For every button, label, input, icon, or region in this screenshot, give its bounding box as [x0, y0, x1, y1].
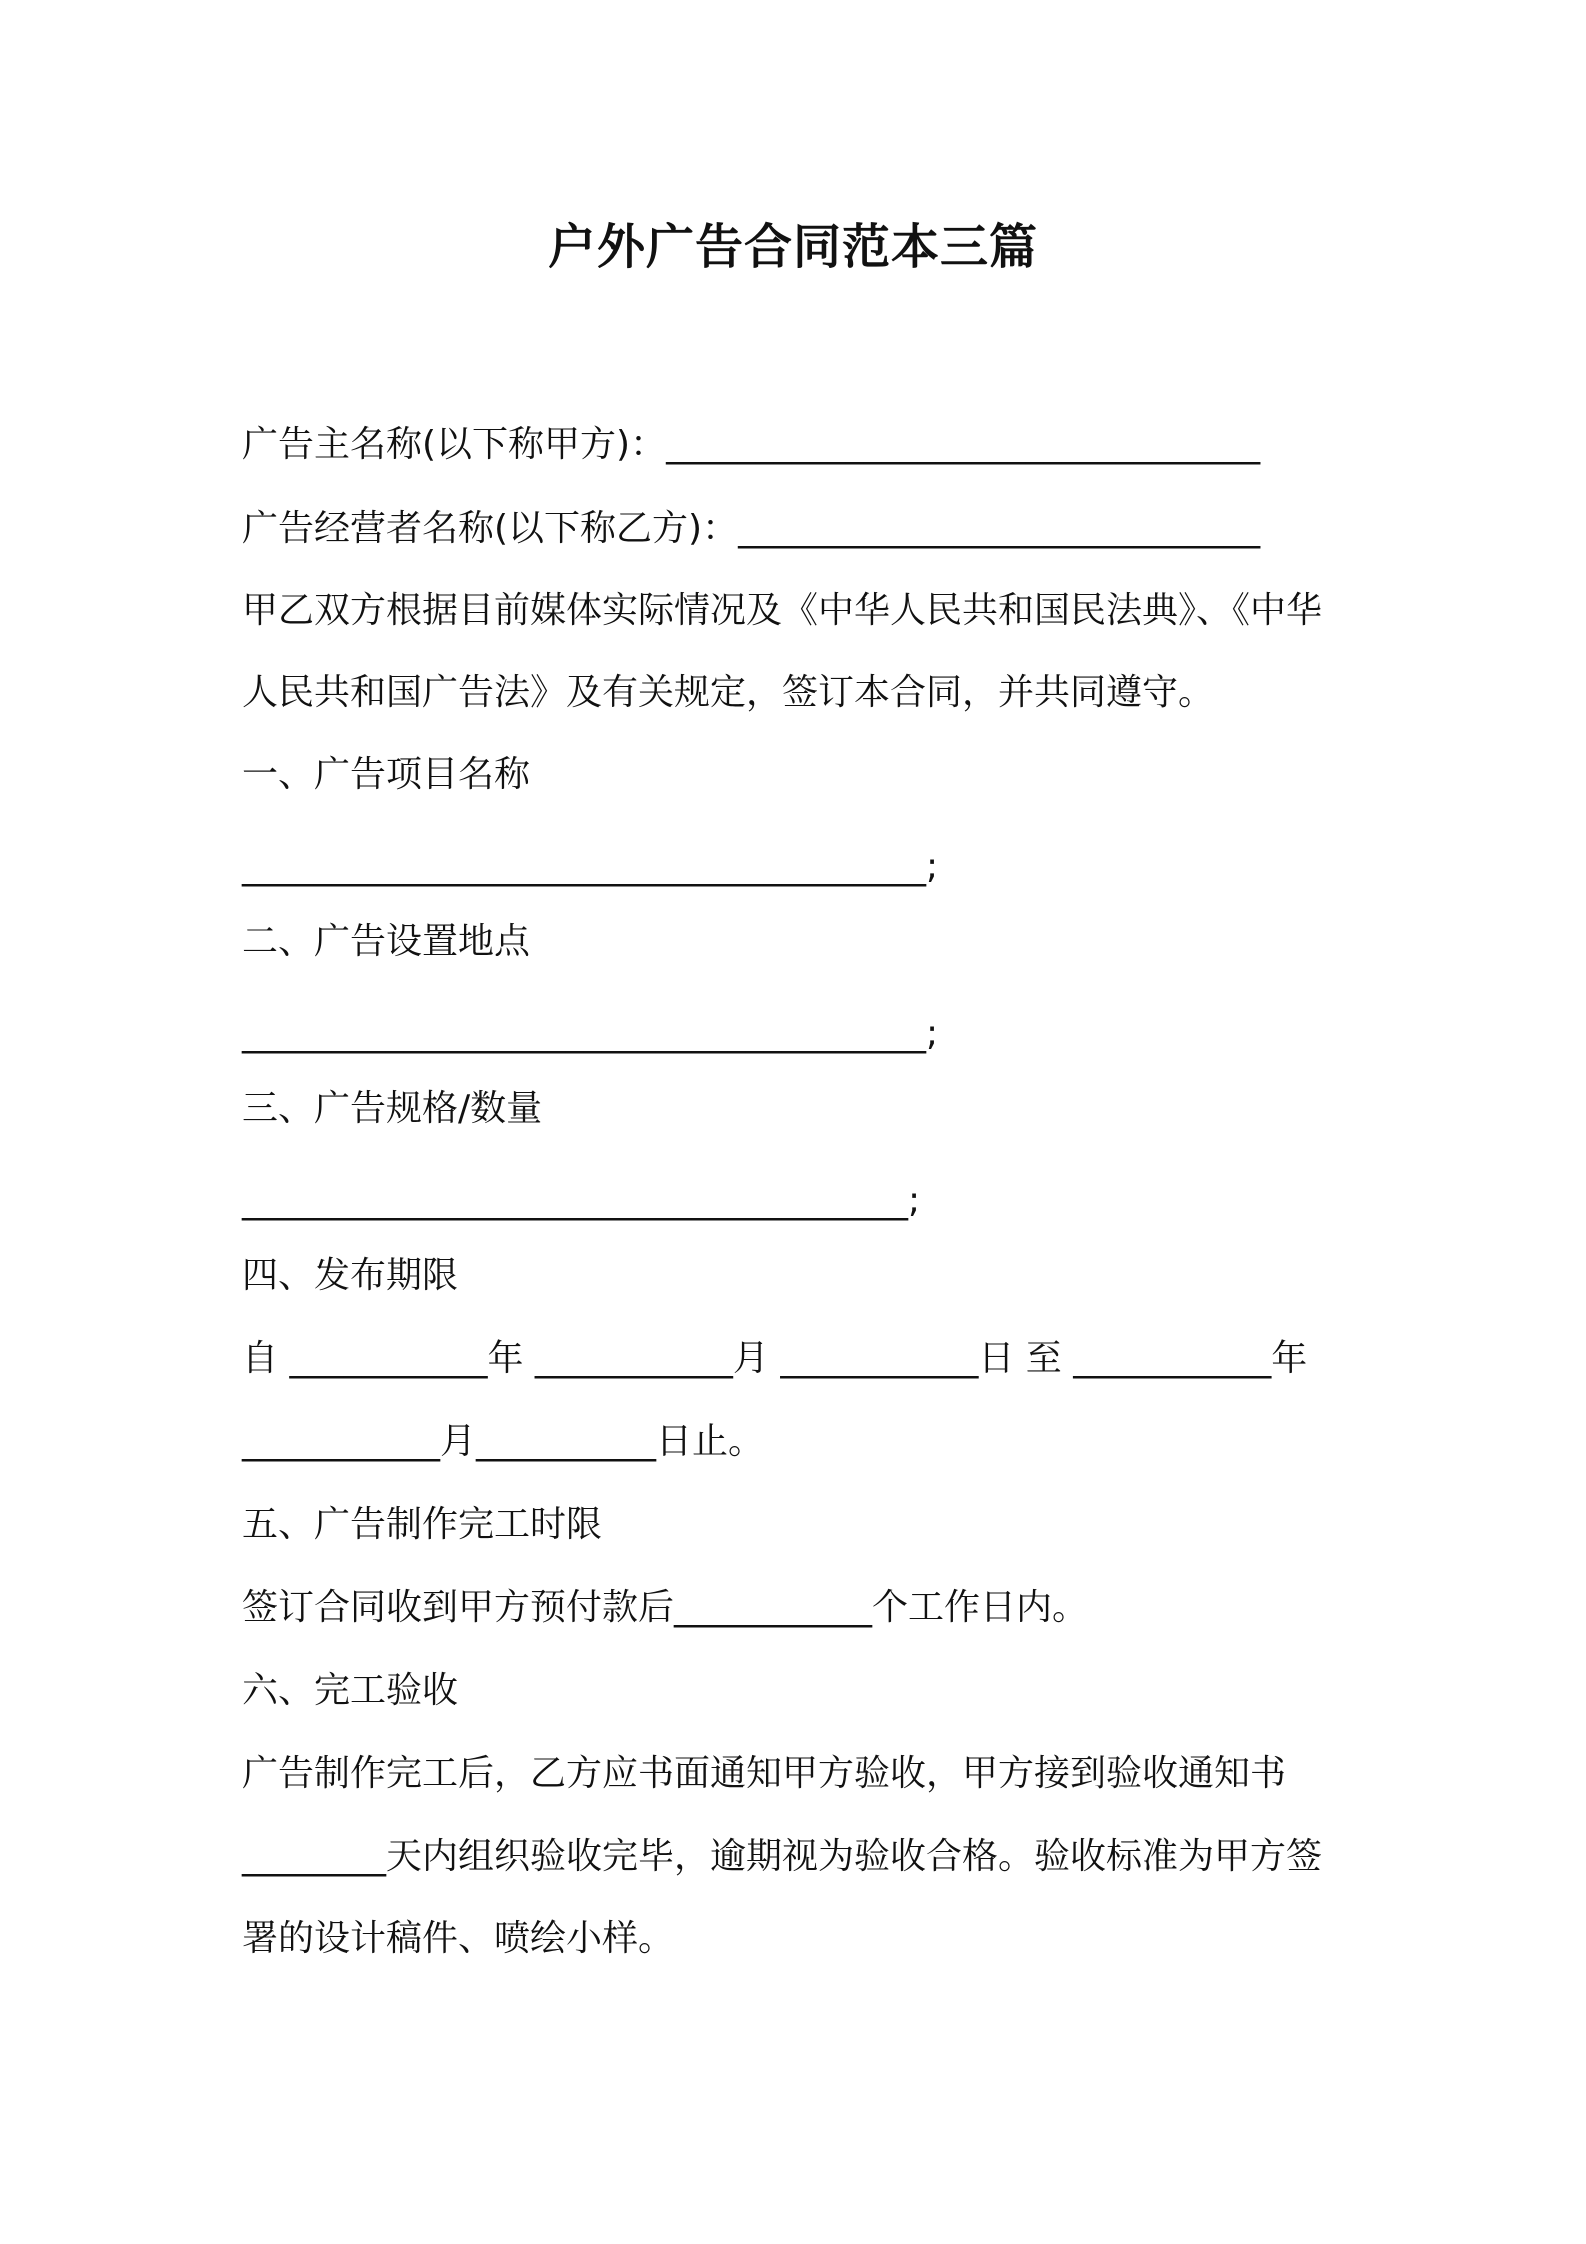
section-1-blank: ______________________________________; — [242, 846, 939, 887]
intro-line-2: 人民共和国广告法》及有关规定，签订本合同，并共同遵守。 — [242, 672, 1215, 713]
party-a-line: 广告主名称(以下称甲方)：_________________________________ — [242, 424, 1261, 465]
section-6-line-3: 署的设计稿件、喷绘小样。 — [242, 1918, 675, 1959]
section-1-heading: 一、广告项目名称 — [242, 754, 531, 795]
intro-line-1: 甲乙双方根据目前媒体实际情况及《中华人民共和国民法典》、《中华 — [242, 590, 1323, 631]
section-6-heading: 六、完工验收 — [242, 1670, 459, 1711]
party-b-line: 广告经营者名称(以下称乙方)：_____________________________ — [242, 508, 1261, 549]
section-5-text: 签订合同收到甲方预付款后___________个工作日内。 — [242, 1587, 1089, 1628]
section-3-heading: 三、广告规格/数量 — [242, 1088, 543, 1129]
section-3-blank: _____________________________________; — [242, 1180, 921, 1221]
section-4-heading: 四、发布期限 — [242, 1255, 459, 1296]
document-title: 户外广告合同范本三篇 — [547, 219, 1038, 275]
section-6-line-2: ________天内组织验收完毕，逾期视为验收合格。验收标准为甲方签 — [242, 1836, 1323, 1877]
period-line-1: 自 ___________年 ___________月 ___________日 至 ___________年 — [242, 1338, 1308, 1379]
section-5-heading: 五、广告制作完工时限 — [242, 1504, 603, 1545]
section-6-line-1: 广告制作完工后，乙方应书面通知甲方验收，甲方接到验收通知书 — [242, 1753, 1287, 1794]
period-line-2: ___________月__________日止。 — [242, 1421, 765, 1462]
section-2-heading: 二、广告设置地点 — [242, 921, 531, 962]
section-2-blank: ______________________________________; — [242, 1013, 939, 1054]
